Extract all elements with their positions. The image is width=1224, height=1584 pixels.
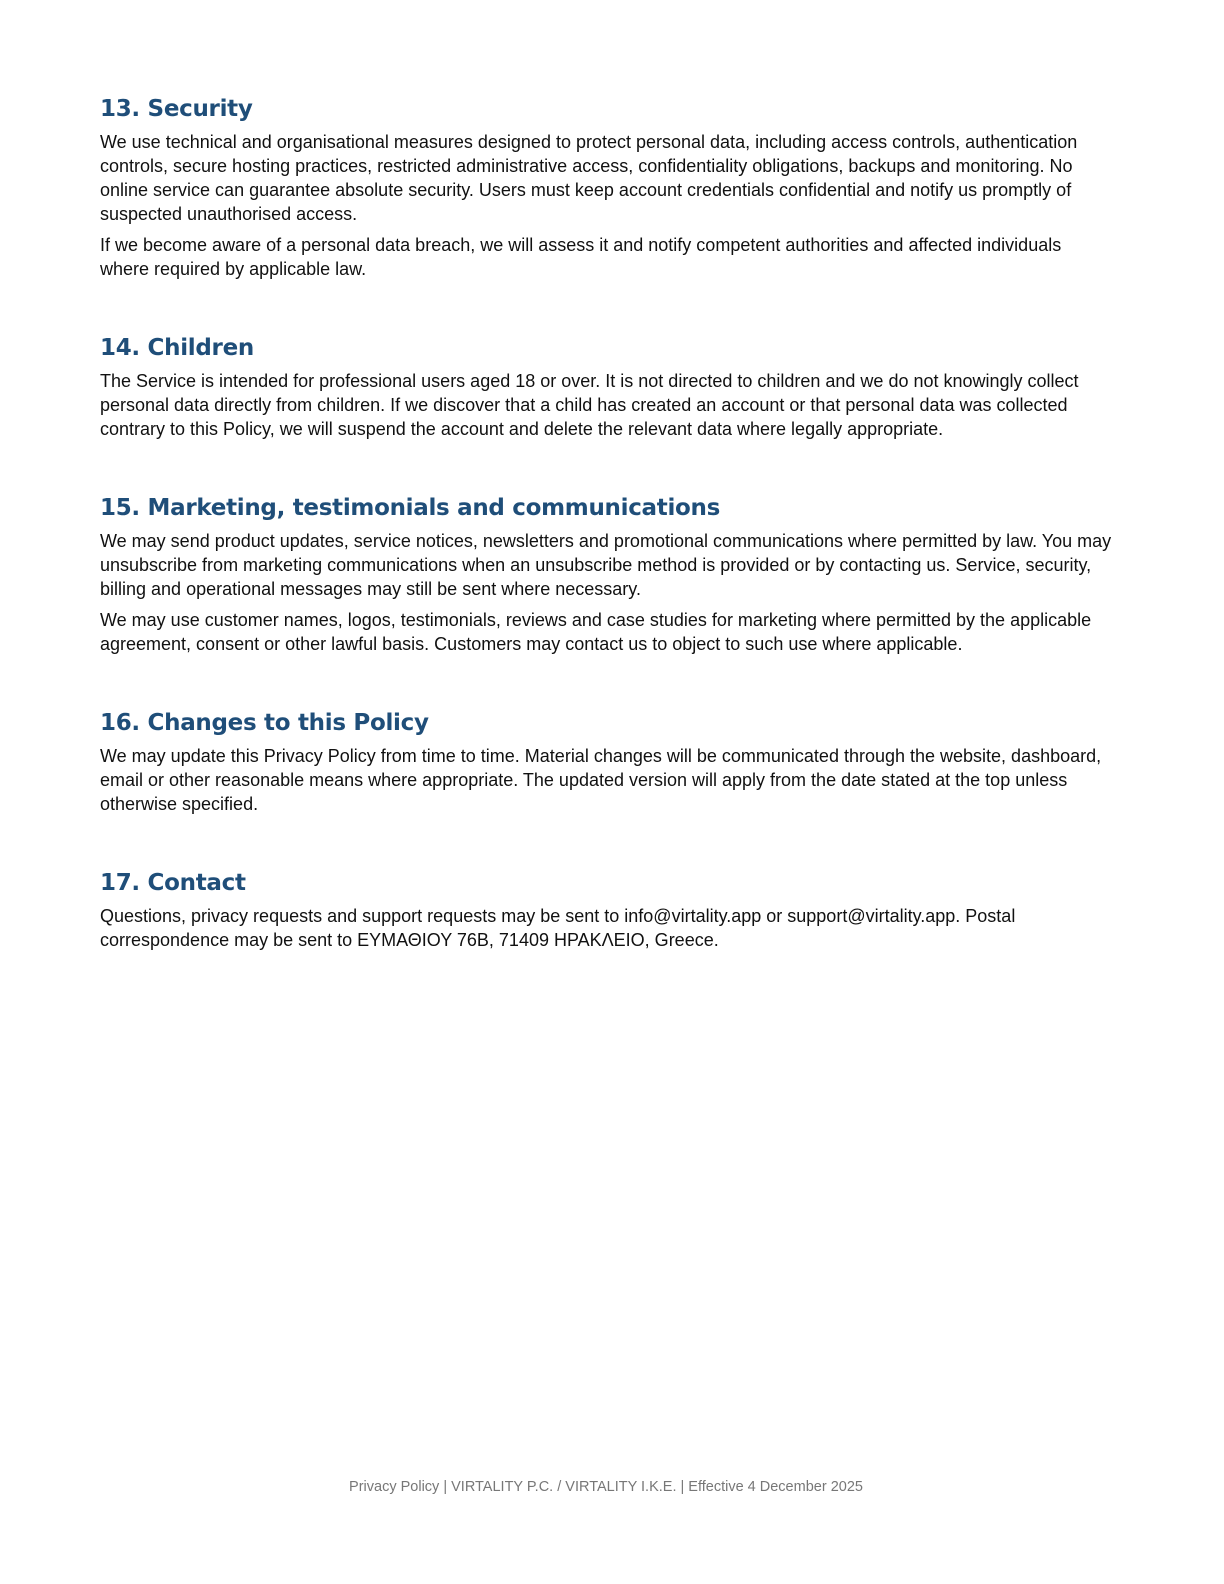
- page-footer: Privacy Policy | VIRTALITY P.C. / VIRTALITY I.K.E. | Effective 4 December 2025: [349, 1479, 863, 1495]
- document-page: [100, 94, 1112, 1004]
- section-marketing: [100, 493, 1112, 656]
- section-heading: 15. Marketing, testimonials and communications: [100, 495, 720, 521]
- section-paragraph: We may use customer names, logos, testimonials, reviews and case studies for marketing where permitted by the applicable agreement, consent or other lawful basis. Customers may contact us to object to such use where applicable.: [100, 610, 1092, 654]
- section-children: [100, 333, 1112, 441]
- section-changes: [100, 708, 1112, 816]
- section-contact: [100, 868, 1112, 952]
- section-security: [100, 94, 1112, 281]
- section-paragraph: Questions, privacy requests and support requests may be sent to info@virtality.app or support@virtality.app. Postal correspondence may be sent to ΕΥΜΑΘΙΟΥ 76Β, 71409 ΗΡΑΚΛΕΙΟ, Greece.: [100, 906, 1016, 950]
- section-heading: 13. Security: [100, 96, 253, 122]
- section-paragraph: We use technical and organisational measures designed to protect personal data, including access controls, authentication controls, secure hosting practices, restricted administrative access, confidentiality obligations, backups and monitoring. No online service can guarantee absolute security. Users must keep account credentials confidential and notify us promptly of suspected unauthorised access.: [100, 132, 1078, 224]
- section-heading: 16. Changes to this Policy: [100, 710, 429, 736]
- section-paragraph: We may update this Privacy Policy from time to time. Material changes will be communicated through the website, dashboard, email or other reasonable means where appropriate. The updated version will apply from the date stated at the top unless otherwise specified.: [100, 746, 1102, 814]
- section-heading: 17. Contact: [100, 870, 246, 896]
- section-paragraph: We may send product updates, service notices, newsletters and promotional communications where permitted by law. You may unsubscribe from marketing communications when an unsubscribe method is provided or by contacting us. Service, security, billing and operational messages may still be sent where necessary.: [100, 531, 1112, 599]
- section-paragraph: The Service is intended for professional users aged 18 or over. It is not directed to children and we do not knowingly collect personal data directly from children. If we discover that a child has created an account or that personal data was collected contrary to this Policy, we will suspend the account and delete the relevant data where legally appropriate.: [100, 371, 1079, 439]
- section-heading: 14. Children: [100, 335, 254, 361]
- section-paragraph: If we become aware of a personal data breach, we will assess it and notify competent authorities and affected individuals where required by applicable law.: [100, 235, 1062, 279]
